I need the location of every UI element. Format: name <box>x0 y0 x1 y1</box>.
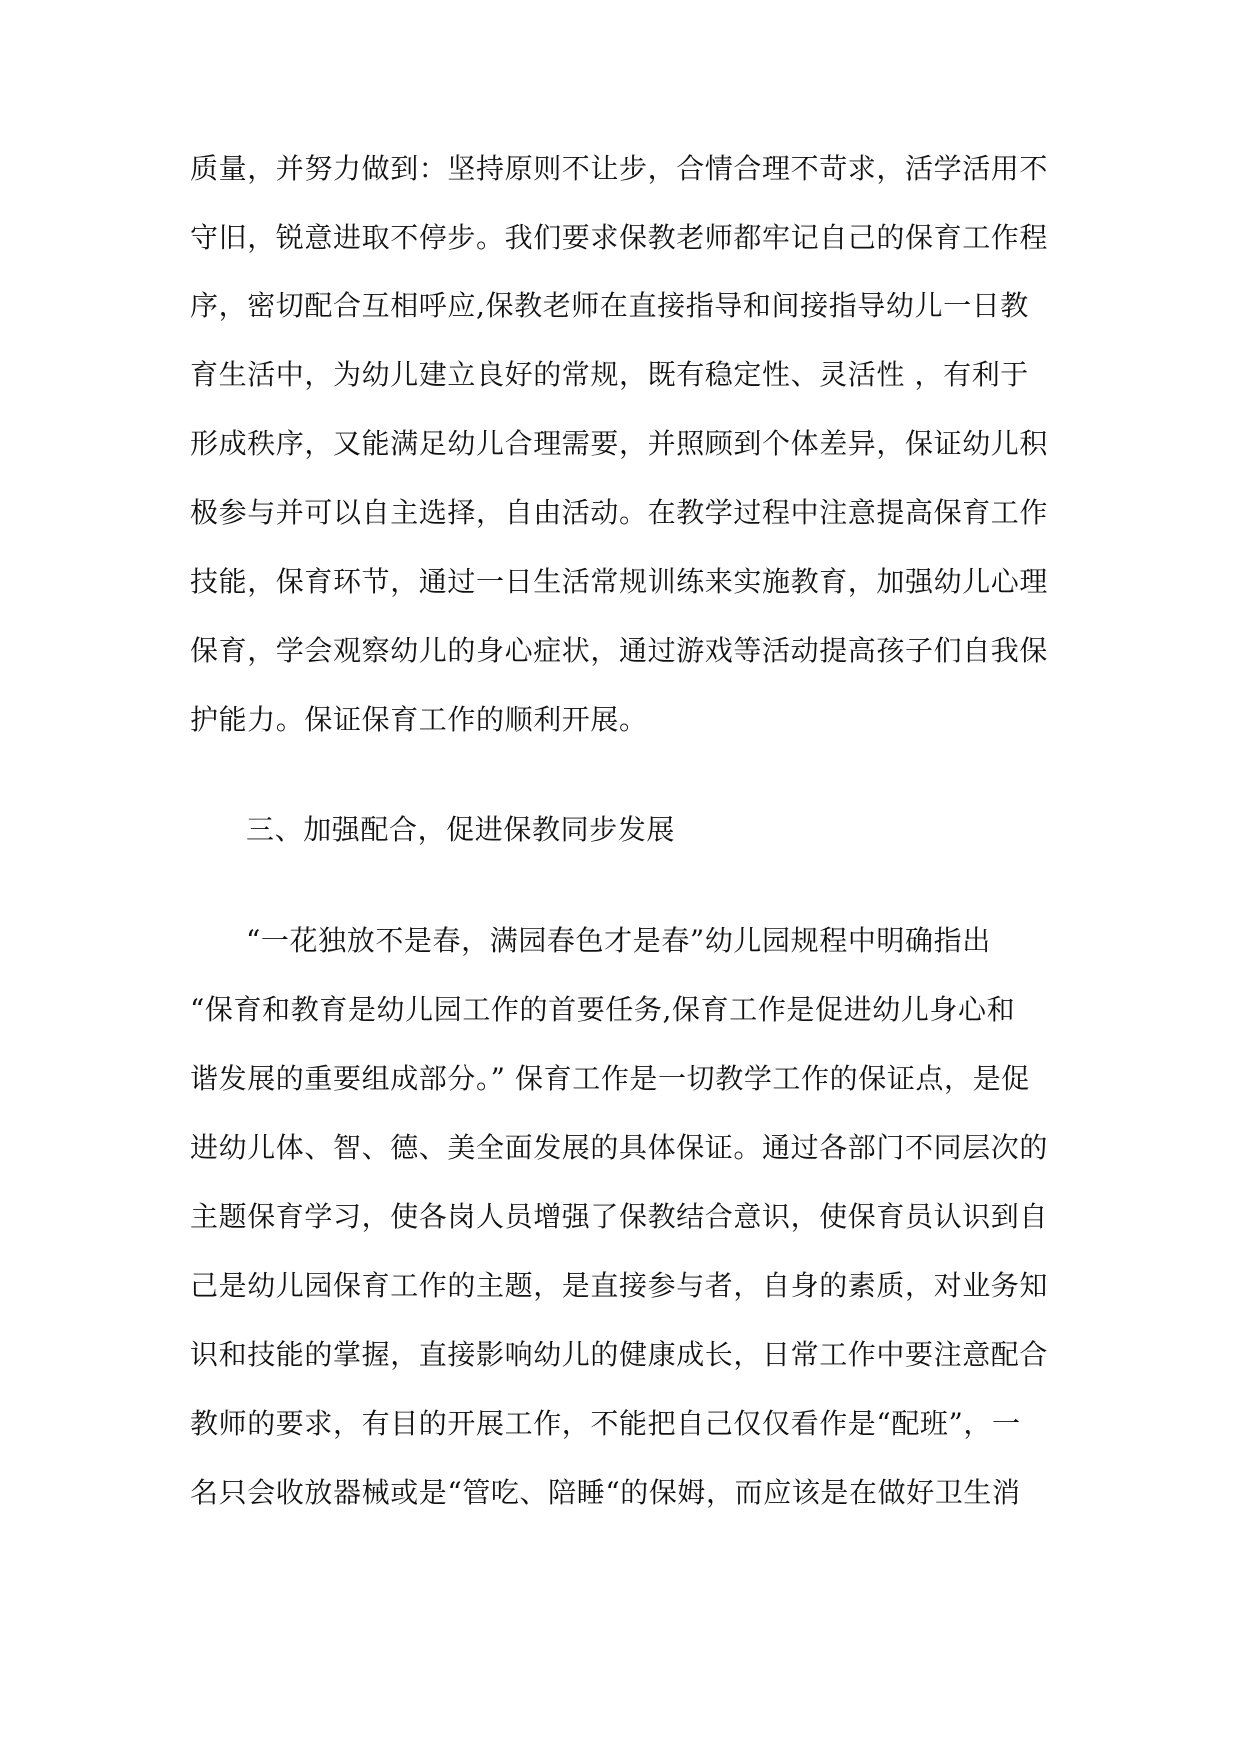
paragraph-line: 教师的要求，有目的开展工作，不能把自己仅仅看作是“配班”，一 <box>190 1407 1021 1440</box>
paragraph-line: 识和技能的掌握，直接影响幼儿的健康成长，日常工作中要注意配合 <box>190 1338 1049 1371</box>
paragraph-line: 己是幼儿园保育工作的主题，是直接参与者，自身的素质，对业务知 <box>190 1269 1049 1302</box>
paragraph-line: 形成秩序，又能满足幼儿合理需要，并照顾到个体差异，保证幼儿积 <box>190 427 1049 460</box>
paragraph-line: 保育，学会观察幼儿的身心症状，通过游戏等活动提高孩子们自我保 <box>190 634 1049 667</box>
paragraph-line: 技能，保育环节，通过一日生活常规训练来实施教育，加强幼儿心理 <box>190 565 1049 598</box>
paragraph-line: 守旧，锐意进取不停步。我们要求保教老师都牢记自己的保育工作程 <box>190 221 1049 254</box>
paragraph-line: “一花独放不是春，满园春色才是春”幼儿园规程中明确指出 <box>246 924 991 957</box>
paragraph-line: 进幼儿体、智、德、美全面发展的具体保证。通过各部门不同层次的 <box>190 1131 1049 1164</box>
paragraph-line: 极参与并可以自主选择，自由活动。在教学过程中注意提高保育工作 <box>190 496 1049 529</box>
paragraph-line: 护能力。保证保育工作的顺利开展。 <box>190 703 648 736</box>
paragraph-line: “保育和教育是幼儿园工作的首要任务,保育工作是促进幼儿身心和 <box>190 993 1016 1026</box>
paragraph-line: 主题保育学习，使各岗人员增强了保教结合意识，使保育员认识到自 <box>190 1200 1049 1233</box>
paragraph-line: 育生活中，为幼儿建立良好的常规，既有稳定性、灵活性 ，有利于 <box>190 358 1029 391</box>
paragraph-line: 谐发展的重要组成部分。” 保育工作是一切教学工作的保证点，是促 <box>190 1062 1030 1095</box>
paragraph-line: 名只会收放器械或是“管吃、陪睡“的保姆，而应该是在做好卫生消 <box>190 1476 1021 1509</box>
section-heading: 三、加强配合，促进保教同步发展 <box>246 813 676 846</box>
paragraph-line: 质量，并努力做到：坚持原则不让步，合情合理不苛求，活学活用不 <box>190 152 1049 185</box>
paragraph-line: 序，密切配合互相呼应,保教老师在直接指导和间接指导幼儿一日教 <box>190 289 1029 322</box>
